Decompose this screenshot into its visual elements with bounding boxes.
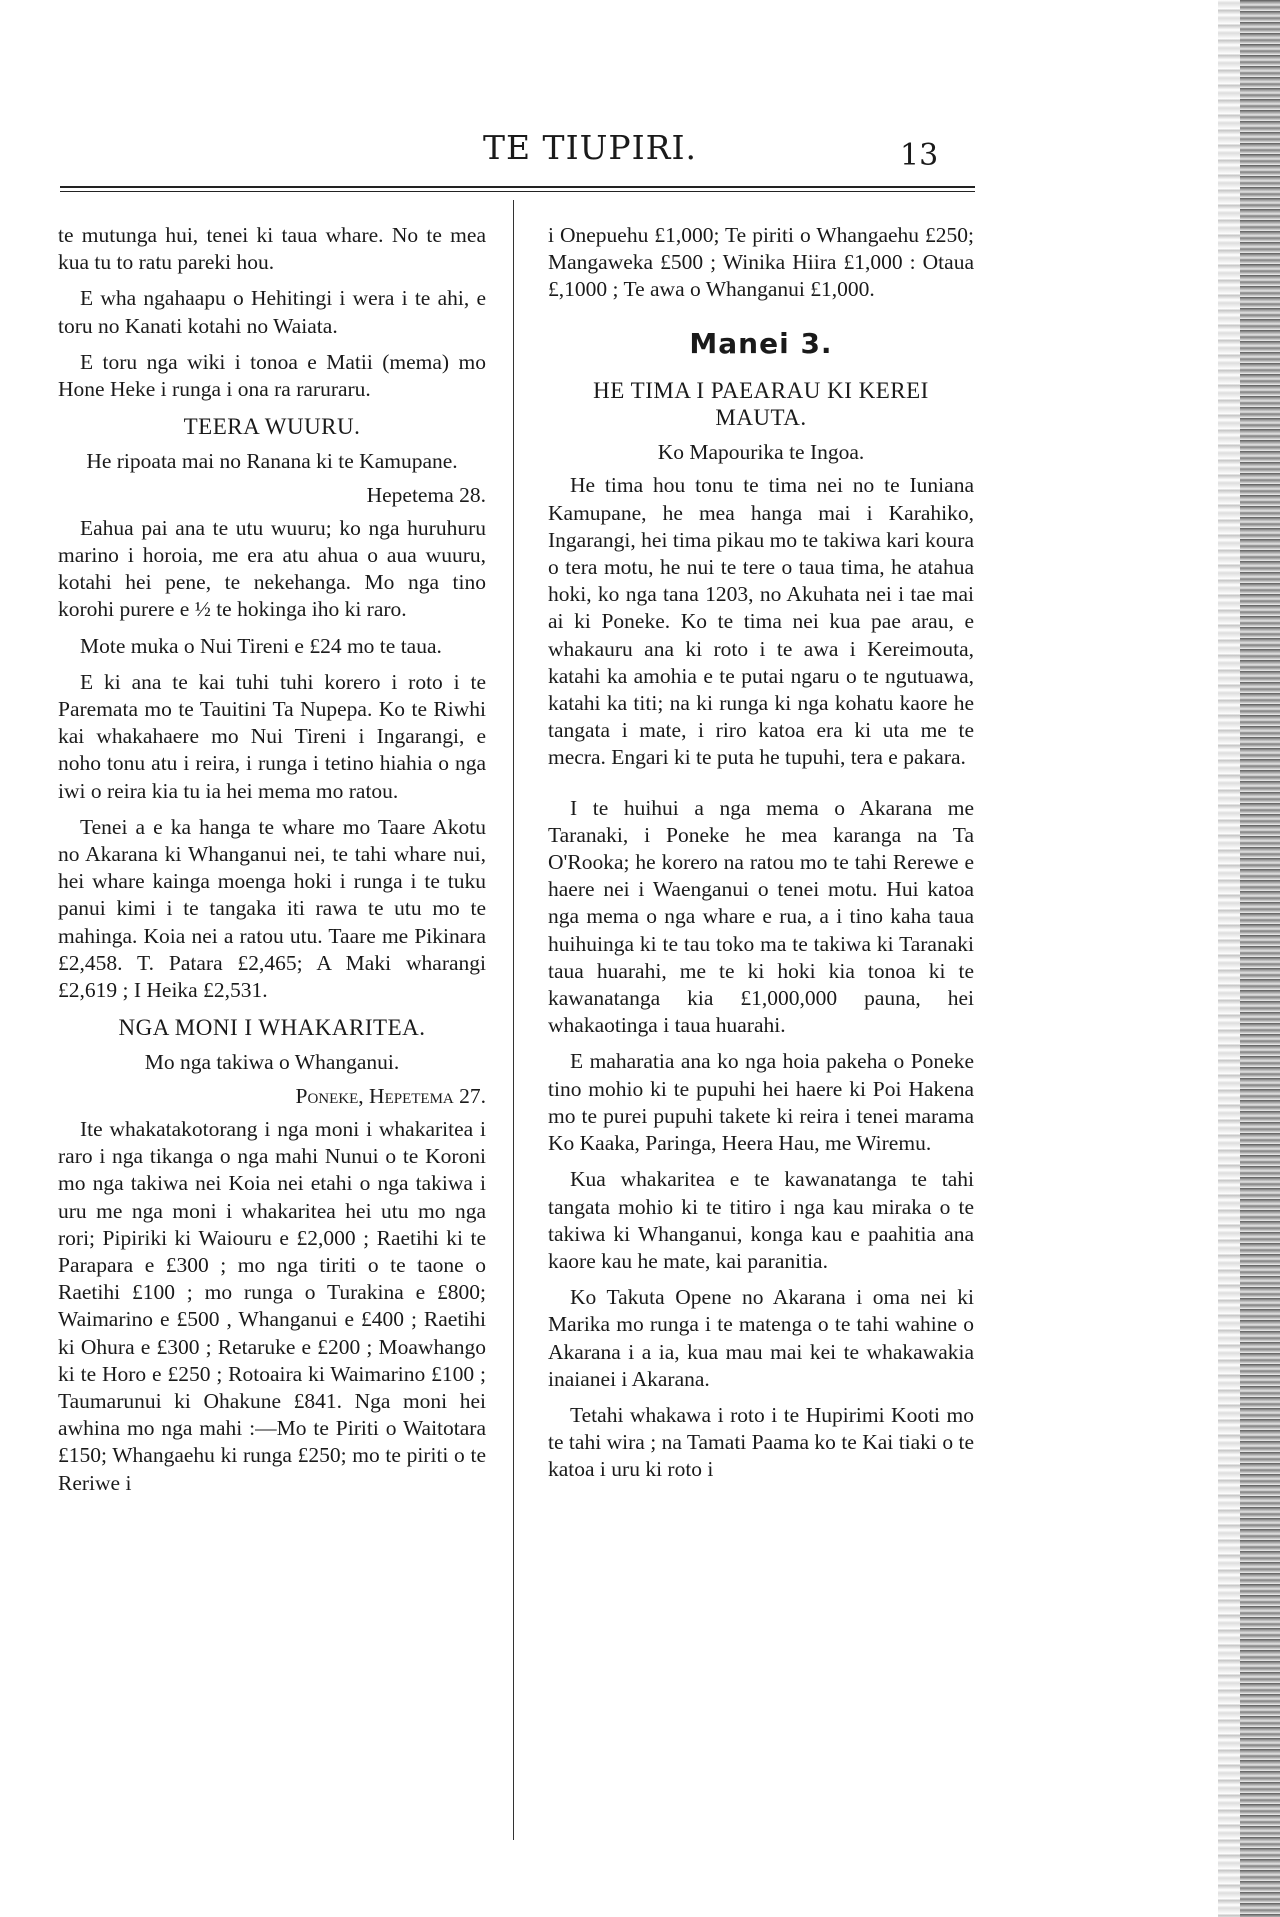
paragraph: Mote muka o Nui Tireni e £24 mo te taua. (80, 633, 442, 658)
header-rule (60, 186, 975, 192)
scan-edge-shadow (1218, 0, 1240, 1917)
dateline: Hepetema 28. (366, 482, 486, 507)
paragraph: Tetahi whakawa i roto i te Hupirimi Kooti mo te tahi wira ; na Tamati Paama ko te Kai tiaki o te katoa i uru ki roto i (548, 1402, 974, 1482)
section-subtitle: Ko Mapourika te Ingoa. (657, 440, 865, 465)
section-heading-steamer: HE TIMA I PAEARAU KI KEREI MAUTA. (593, 377, 929, 431)
paragraph: E wha ngahaapu o Hehitingi i wera i te ahi, e toru no Kanati kotahi no Waiata. (58, 286, 486, 338)
section-heading-money: NGA MONI I WHAKARITEA. (118, 1015, 426, 1041)
spacer (548, 781, 974, 795)
right-column (548, 222, 974, 1493)
scan-edge (1240, 0, 1280, 1917)
paragraph: i Onepuehu £1,000; Te piriti o Whangaehu £250; Mangaweka £500 ; Winika Hiira £1,000 : Otaua £,1000 ; Te awa o Whanganui £1,000. (548, 223, 974, 302)
column-divider (513, 200, 514, 1840)
paragraph: E toru nga wiki i tonoa e Matii (mema) mo Hone Heke i runga i ona ra raruraru. (58, 349, 486, 402)
paragraph: I te huihui a nga mema o Akarana me Taranaki, i Poneke he mea karanga na Ta O'Rooka; he korero na ratou mo te tahi Rerewe e haere nei i Waenganui o tenei motu. Hui katoa nga mema o nga whare e rua, a i tino kaha taua huihuinga ki te tau toko ma te takiwa ki Taranaki taua huarahi, me te ki hoki kia tonoa ki te kawanatanga kia £1,000,000 pauna, hei whakaotinga i taua huarahi. (548, 795, 974, 1038)
page-number: 13 (900, 138, 939, 173)
dateline: Poneke, Hepetema 27. (295, 1083, 486, 1108)
left-column (58, 222, 486, 1506)
paragraph: te mutunga hui, tenei ki taua whare. No te mea kua tu to ratu pareki hou. (58, 223, 486, 275)
paragraph: Ko Takuta Opene no Akarana i oma nei ki Marika mo runga i te matenga o te tahi wahine o Akarana i a ia, kua mau mai kei te whakawakia inaianei i Akarana. (548, 1285, 974, 1391)
section-heading-wool: TEERA WUURU. (183, 414, 361, 440)
paragraph: E maharatia ana ko nga hoia pakeha o Poneke tino mohio ki te pupuhi hei haere ki Poi Hakena mo te purei pupuhi takete ki reira i tenei marama Ko Kaaka, Paringa, Heera Hau, me Wiremu. (548, 1049, 974, 1156)
paragraph: He tima hou tonu te tima nei no te Iuniana Kamupane, he mea hanga mai i Karahiko, Ingarangi, hei tima pikau mo te takiwa kari koura o tera motu, he nui te tere o taua tima, he atahua hoki, ko nga tana 1203, no Akuhata nei i tae mai ai ki Poneke. Ko te tima nei kua pae arau, e whakauru ana ki roto i te awa i Kereimouta, katahi ka amohia e te putai ngaru o te ngutuawa, katahi ka titi; na ki runga ki nga kohatu kaore he tangata i mate, i riro katoa era ki uta me te mecra. Engari ki te puta he tupuhi, tera e pakara. (548, 473, 974, 770)
section-subtitle: Mo nga takiwa o Whanganui. (144, 1050, 400, 1075)
paragraph: Ite whakatakotorang i nga moni i whakaritea i raro i nga tikanga o nga mahi Nunui o te Koroni mo nga takiwa nei Koia nei etahi o nga takiwa i uru me nga moni i whakaritea hei utu mo nga rori; Pipiriki ki Waiouru e £2,000 ; Raetihi ki te Parapara e £300 ; mo nga tiriti o te taone o Raetihi £100 ; mo runga o Turakina e £800; Waimarino e £500 , Whanganui e £400 ; Raetihi ki Ohura e £300 ; Retaruke e £200 ; Moawhango ki te Horo e £250 ; Rotoaira ki Waimarino £100 ; Taumarunui ki Ohakune £841. Nga moni hei awhina mo nga mahi :—Mo te Piriti o Waitotara £150; Whangaehu ki runga £250; mo te piriti o te Reriwe i (58, 1116, 486, 1495)
date-heading: Manei 3. (689, 326, 833, 360)
page-title: TE TIUPIRI. (482, 128, 698, 167)
paragraph: Eahua pai ana te utu wuuru; ko nga huruhuru marino i horoia, me era atu ahua o aua wuuru, kotahi hei pene, te nekehanga. Mo nga tino korohi purere e ½ te hokinga iho ki raro. (58, 515, 486, 622)
section-subtitle: He ripoata mai no Ranana ki te Kamupane. (86, 449, 458, 474)
paragraph: Tenei a e ka hanga te whare mo Taare Akotu no Akarana ki Whanganui nei, te tahi whare nui, hei whare kainga moenga hoki i runga i te tuku panui kimi i te tangaka iti rawa te utu mo te mahinga. Koia nei a ratou utu. Taare me Pikinara £2,458. T. Patara £2,465; A Maki wharangi £2,619 ; I Heika £2,531. (58, 814, 486, 1003)
paragraph: Kua whakaritea e te kawanatanga te tahi tangata mohio ki te titiro i nga kau miraka o te takiwa ki Whanganui, konga kau e paahitia ana kaore kau he mate, kai paranitia. (548, 1167, 974, 1273)
paragraph: E ki ana te kai tuhi tuhi korero i roto i te Paremata mo te Tauitini Ta Nupepa. Ko te Riwhi kai whakahaere mo Nui Tireni i Ingarangi, e noho tonu atu i reira, i runga i tetino hiahia o nga iwi o reira kia tu ia hei mema mo ratou. (58, 669, 486, 803)
